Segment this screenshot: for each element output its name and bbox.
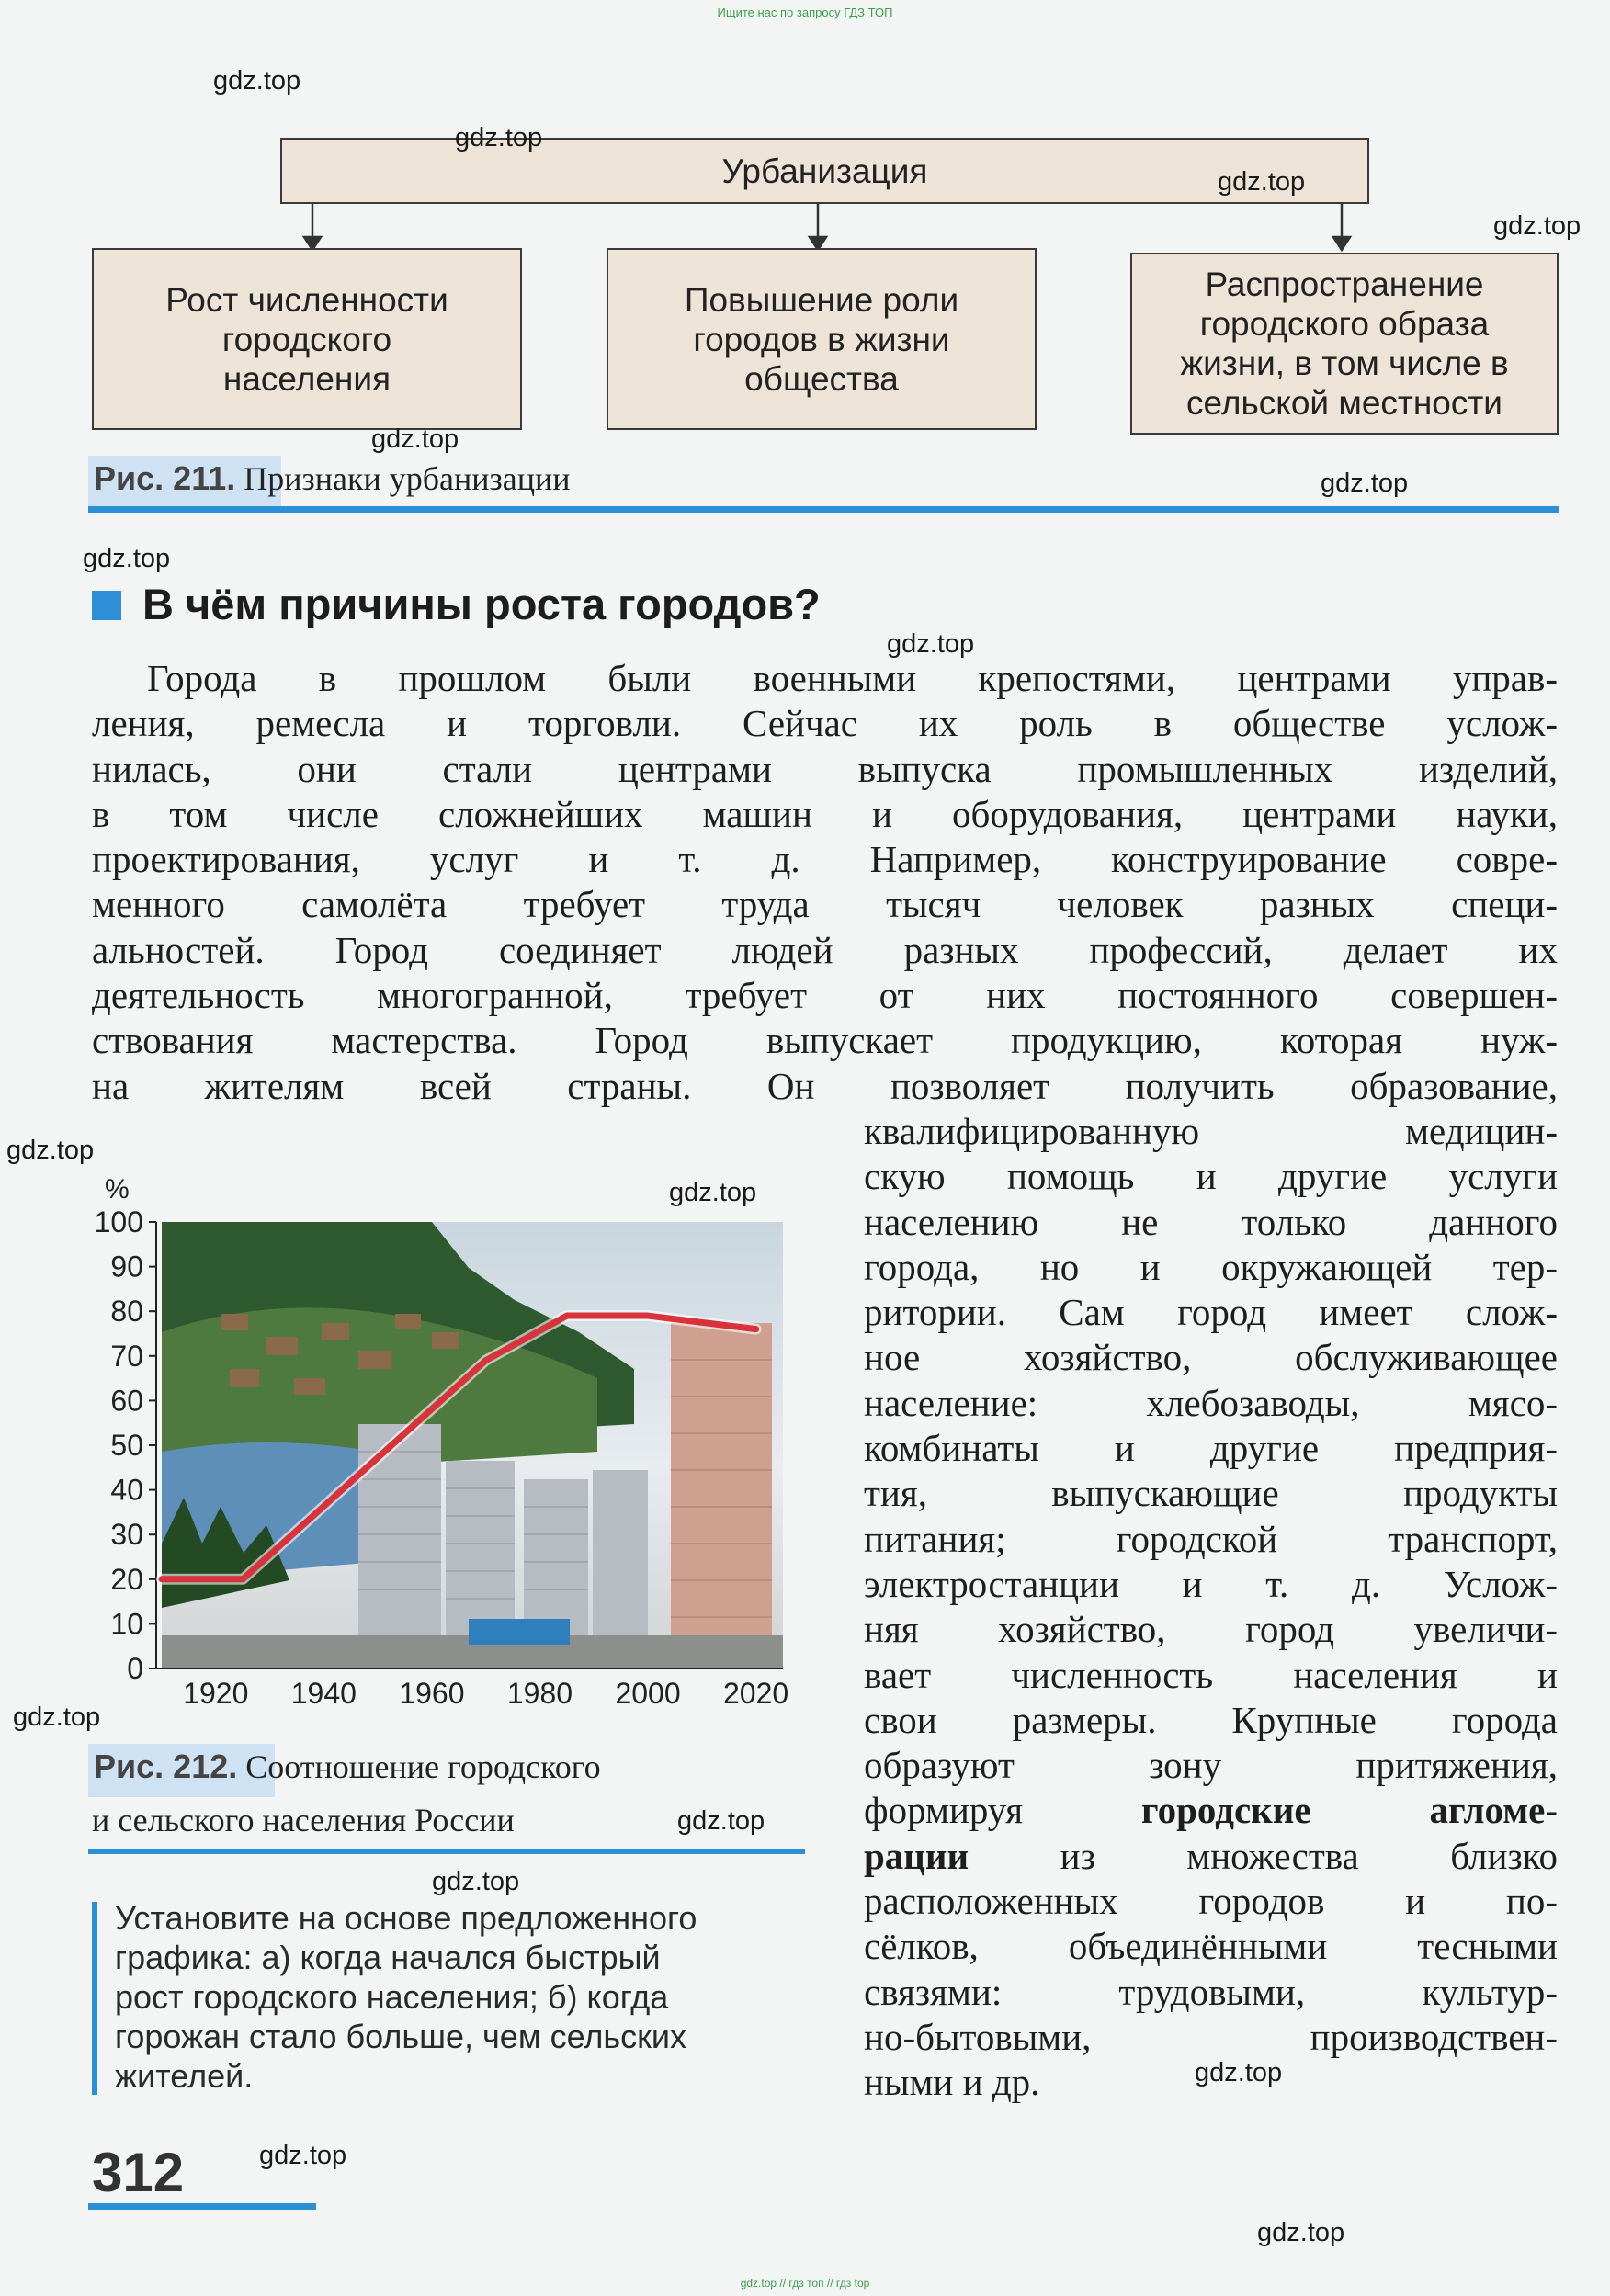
term-agglomerations-end: рации: [864, 1834, 969, 1877]
footer-note: gdz.top // гдз топ // гдз top: [740, 2277, 870, 2290]
paragraph-line: расположенных городов и по-: [864, 1880, 1558, 1923]
line-rest: из множества близко: [1060, 1834, 1558, 1877]
watermark: gdz.top: [1218, 167, 1306, 197]
paragraph-line: деятельность многогранной, требует от них постоянного совершен-: [92, 974, 1558, 1017]
diagram-top-box: Урбанизация: [280, 138, 1369, 204]
x-tick-label: 1960: [399, 1677, 465, 1710]
watermark: gdz.top: [432, 1867, 520, 1896]
paragraph-line: проектирования, услуг и т. д. Например, конструирование совре-: [92, 838, 1558, 881]
header-note: Ищите нас по запросу ГДЗ ТОП: [717, 6, 893, 19]
y-tick-label: 10: [110, 1607, 143, 1641]
y-tick-label: 80: [110, 1295, 143, 1329]
paragraph-line: но-бытовыми, производствен-: [864, 2015, 1558, 2058]
paragraph-line: менного самолёта требует труда тысяч человек разных специ-: [92, 883, 1558, 926]
urban-population-chart: [83, 1148, 809, 1736]
paragraph-line: свои размеры. Крупные города: [864, 1698, 1558, 1741]
task-line: жителей.: [115, 2057, 254, 2095]
paragraph-line: квалифицированную медицин-: [864, 1110, 1558, 1152]
page-number: 312: [92, 2142, 185, 2203]
paragraph-line: комбинаты и другие предприя-: [864, 1427, 1558, 1470]
watermark: gdz.top: [6, 1136, 95, 1165]
task-line: рост городского населения; б) когда: [115, 1978, 669, 2016]
section-heading: В чём причины роста городов?: [142, 580, 821, 628]
paragraph-line: электростанции и т. д. Услож-: [864, 1562, 1558, 1605]
task-line: Установите на основе предложенного: [115, 1899, 697, 1937]
x-tick-label: 1980: [506, 1677, 573, 1710]
main-paragraph: [92, 656, 1558, 1109]
task-text: [115, 1898, 813, 2096]
fig211-text: Признаки урбанизации: [244, 460, 571, 497]
task-line: графика: а) когда начался быстрый: [115, 1939, 661, 1976]
watermark: gdz.top: [677, 1806, 765, 1836]
paragraph-line: ритории. Сам город имеет слож-: [864, 1291, 1558, 1334]
paragraph-line: связями: трудовыми, культур-: [864, 1970, 1558, 2013]
paragraph-line: ления, ремесла и торговли. Сейчас их роль в обществе услож-: [92, 702, 1558, 745]
x-tick-label: 1940: [290, 1677, 357, 1710]
diagram-box-2: Повышение роли городов в жизни общества: [607, 248, 1037, 430]
diagram-box-1: Рост численности городского населения: [92, 248, 522, 430]
watermark: gdz.top: [1321, 469, 1409, 498]
watermark: gdz.top: [887, 629, 975, 659]
watermark: gdz.top: [455, 123, 543, 153]
paragraph-line: ными и др.: [864, 2061, 1040, 2104]
diagram-box-3: Распространение городского образа жизни, в том числе в сельской местности: [1130, 253, 1559, 435]
fig212-label: Рис. 212.: [94, 1747, 238, 1785]
paragraph-line: няя хозяйство, город увеличи-: [864, 1608, 1558, 1651]
paragraph-line: нилась, они стали центрами выпуска промышленных изделий,: [92, 747, 1558, 790]
fig212-text-1: Соотношение городского: [245, 1748, 601, 1785]
paragraph-line: населению не только данного: [864, 1200, 1558, 1243]
y-axis-unit: %: [105, 1174, 130, 1205]
paragraph-line: питания; городской транспорт,: [864, 1517, 1558, 1560]
page-number-rule: [88, 2203, 316, 2210]
y-tick-label: 100: [94, 1205, 143, 1238]
watermark: gdz.top: [1257, 2218, 1345, 2247]
paragraph-line: образуют зону притяжения,: [864, 1744, 1558, 1787]
y-tick-label: 20: [110, 1562, 143, 1596]
watermark: gdz.top: [669, 1178, 757, 1207]
fig212-text-2: и сельского населения России: [92, 1802, 515, 1838]
fig211-caption: [94, 459, 571, 498]
paragraph-line-with-term: [864, 1788, 1558, 1833]
x-tick-label: 1920: [183, 1677, 249, 1710]
watermark: gdz.top: [259, 2141, 347, 2170]
divider-rule: [88, 506, 1559, 513]
watermark: gdz.top: [1195, 2058, 1283, 2087]
right-column-text: [864, 1109, 1558, 2106]
y-tick-label: 40: [110, 1473, 143, 1507]
paragraph-line: альностей. Город соединяет людей разных профессий, делает их: [92, 928, 1558, 971]
y-tick-label: 90: [110, 1250, 143, 1284]
landscape-photo: [162, 1222, 783, 1668]
paragraph-line: ствования мастерства. Город выпускает продукцию, которая нуж-: [92, 1019, 1558, 1062]
fig211-label: Рис. 211.: [94, 459, 236, 497]
paragraph-line: скую помощь и другие услуги: [864, 1155, 1558, 1198]
paragraph-line: тия, выпускающие продукты: [864, 1472, 1558, 1515]
paragraph-line: в том числе сложнейших машин и оборудования, центрами науки,: [92, 792, 1558, 835]
fig212-caption-line1: [94, 1747, 601, 1786]
paragraph-line: Города в прошлом были военными крепостями, центрами управ-: [147, 657, 1558, 699]
watermark: gdz.top: [13, 1702, 101, 1732]
caption-rule: [88, 1849, 805, 1854]
task-marker-bar: [92, 1902, 97, 2095]
watermark: gdz.top: [1493, 211, 1582, 241]
x-tick-label: 2020: [723, 1677, 789, 1710]
paragraph-line: города, но и окружающей тер-: [864, 1245, 1558, 1288]
paragraph-line: сёлков, объединёнными тесными: [864, 1925, 1558, 1968]
task-line: горожан стало больше, чем сельских: [115, 2018, 687, 2055]
y-tick-label: 30: [110, 1518, 143, 1552]
x-tick-label: 2000: [615, 1677, 681, 1710]
watermark: gdz.top: [213, 66, 301, 96]
paragraph-line: население: хлебозаводы, мясо-: [864, 1381, 1558, 1424]
y-tick-label: 70: [110, 1339, 143, 1373]
heading-marker: [92, 591, 121, 620]
y-tick-label: 0: [127, 1652, 143, 1685]
y-tick-label: 60: [110, 1384, 143, 1418]
paragraph-line: ное хозяйство, обслуживающее: [864, 1336, 1558, 1379]
paragraph-line-with-term: [864, 1834, 1558, 1879]
paragraph-line: на жителям всей страны. Он позволяет получить образование,: [92, 1064, 1558, 1107]
line-start: формируя: [864, 1789, 1024, 1832]
term-agglomerations: городские агломе-: [1141, 1789, 1558, 1832]
watermark: gdz.top: [83, 544, 171, 573]
paragraph-line: вает численность населения и: [864, 1653, 1558, 1696]
watermark: gdz.top: [371, 424, 459, 454]
y-tick-label: 50: [110, 1429, 143, 1462]
